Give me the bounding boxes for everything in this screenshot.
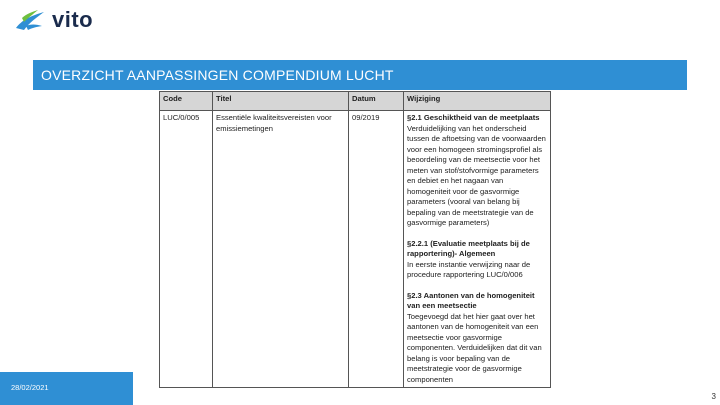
bird-logo-icon (14, 6, 48, 34)
title-bar (33, 60, 687, 90)
section-body: Toegevoegd dat het hier gaat over het aantonen van de homogeniteit van een meetsectie voor gasvormige componenten. Verduidelijken dat dit van belang is voor bepaling van de meetstrategie voor de gasvormige componenten (407, 311, 542, 384)
footer-date-box (0, 372, 133, 405)
brand-name: vito (52, 7, 94, 32)
vito-logo (14, 6, 124, 36)
cell-date: 09/2019 (349, 111, 404, 388)
footer-date: 28/02/2021 (11, 383, 49, 392)
header-title: Titel (213, 92, 349, 111)
slide-title: OVERZICHT AANPASSINGEN COMPENDIUM LUCHT (41, 67, 394, 83)
section-heading: §2.3 Aantonen van de homogeniteit van een meetsectie (407, 290, 535, 310)
section-body: Verduidelijking van het onderscheid tussen de aftoetsing van de voorwaarden voor een homogeen stromingsprofiel als beoordeling van de meetsectie voor het meten van stof/stofvormige parameters en debiet en het nagaan van homogeniteit voor de gasvormige parameters (vooral van belang bij bepaling van de meetstrategie van de gasvormige parameters) (407, 123, 546, 227)
page-number: 3 (711, 392, 716, 401)
table-header-row (160, 92, 551, 111)
section-body: In eerste instantie verwijzing naar de procedure rapportering LUC/0/006 (407, 259, 531, 279)
section-heading: §2.1 Geschiktheid van de meetplaats (407, 113, 540, 122)
changes-table (159, 91, 551, 405)
table-row (160, 111, 551, 388)
header-code: Code (160, 92, 213, 111)
header-change: Wijziging (404, 92, 551, 111)
header-date: Datum (349, 92, 404, 111)
cell-code: LUC/0/005 (160, 111, 213, 388)
cell-title: Essentiële kwaliteitsvereisten voor emissiemetingen (213, 111, 349, 388)
section-heading: §2.2.1 (Evaluatie meetplaats bij de rapportering)- Algemeen (407, 238, 530, 258)
cell-change (404, 111, 551, 388)
